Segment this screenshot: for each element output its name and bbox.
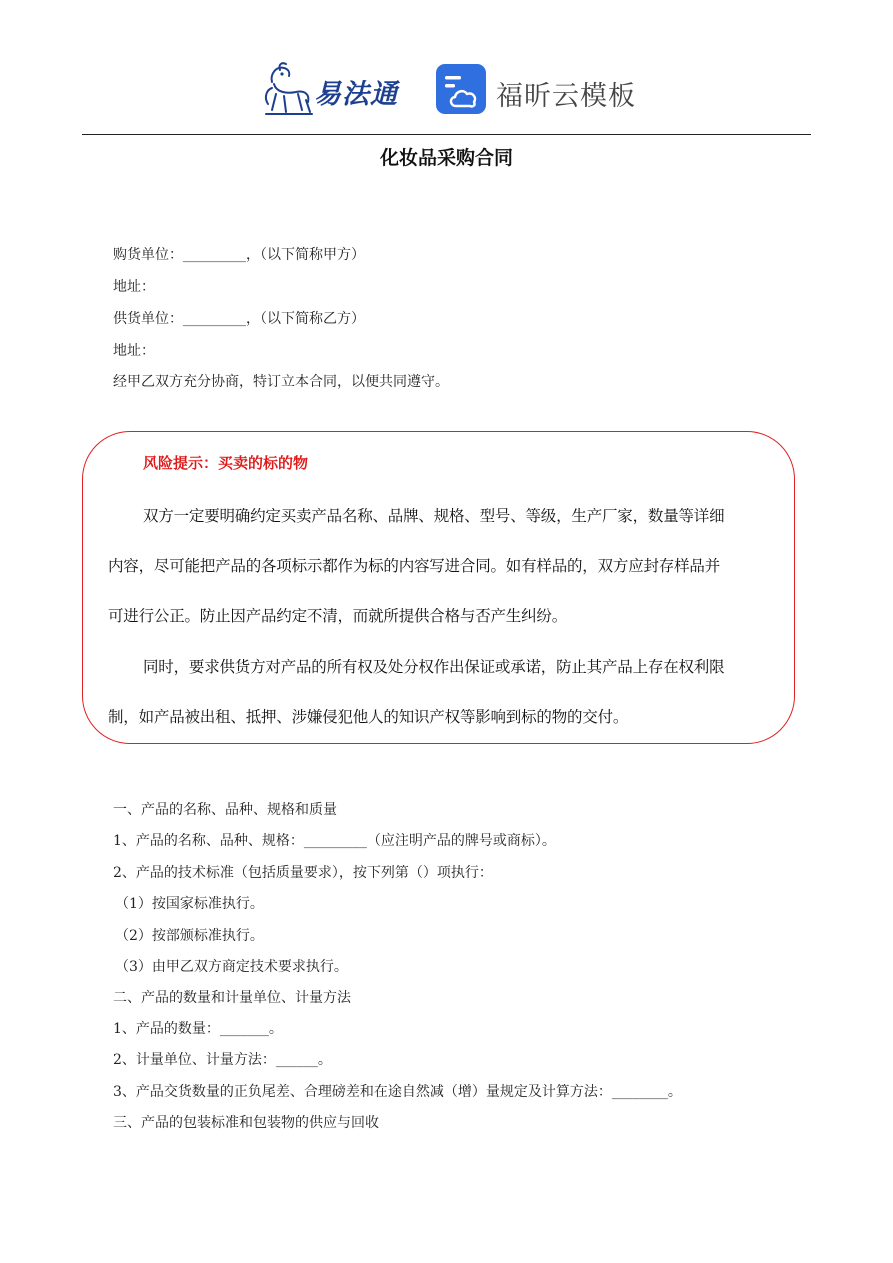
clause-item: 2、产品的技术标准（包括质量要求），按下列第（）项执行： [113,865,493,881]
risk-notice-line: 同时，要求供货方对产品的所有权及处分权作出保证或承诺，防止其产品上存在权利限 [143,658,725,676]
clause-item: 1、产品的数量：_______。 [113,1021,283,1037]
party-seller: 供货单位：_________，（以下简称乙方） [113,311,365,327]
party-buyer-address: 地址： [113,279,155,295]
clause-item: 2、计量单位、计量方法：______。 [113,1052,332,1068]
risk-notice-line: 双方一定要明确约定买卖产品名称、品牌、规格、型号、等级，生产厂家，数量等详细 [143,507,725,525]
clause-subitem: （3）由甲乙双方商定技术要求执行。 [115,959,348,975]
clause-heading: 一、产品的名称、品种、规格和质量 [113,802,337,818]
risk-notice-box [82,431,795,744]
clause-subitem: （2）按部颁标准执行。 [115,928,264,944]
risk-notice-line: 可进行公正。防止因产品约定不清，而就所提供合格与否产生纠纷。 [108,607,568,625]
risk-notice-title: 风险提示：买卖的标的物 [143,454,309,472]
party-buyer: 购货单位：_________，（以下简称甲方） [113,247,365,263]
clause-heading: 二、产品的数量和计量单位、计量方法 [113,990,351,1006]
cloud-document-icon [436,64,486,114]
agreement-statement: 经甲乙双方充分协商，特订立本合同，以便共同遵守。 [113,374,449,390]
clause-item: 1、产品的名称、品种、规格：_________（应注明产品的牌号或商标）。 [113,833,556,849]
yifatong-logo [262,60,414,118]
document-title: 化妆品采购合同 [379,147,513,169]
header-divider [82,134,811,135]
yifatong-logo-text: 易法通 [314,79,398,110]
clause-heading: 三、产品的包装标准和包装物的供应与回收 [113,1115,379,1131]
risk-notice-line: 制，如产品被出租、抵押、涉嫌侵犯他人的知识产权等影响到标的物的交付。 [108,708,629,726]
fuxin-logo [436,64,636,116]
fuxin-logo-text: 福昕云模板 [496,81,636,112]
clause-subitem: （1）按国家标准执行。 [115,896,264,912]
party-seller-address: 地址： [113,343,155,359]
qilin-icon [262,60,316,118]
clause-item: 3、产品交货数量的正负尾差、合理磅差和在途自然减（增）量规定及计算方法：________。 [113,1084,682,1100]
risk-notice-line: 内容，尽可能把产品的各项标示都作为标的内容写进合同。如有样品的，双方应封存样品并 [108,557,721,575]
header-logos [0,60,893,122]
